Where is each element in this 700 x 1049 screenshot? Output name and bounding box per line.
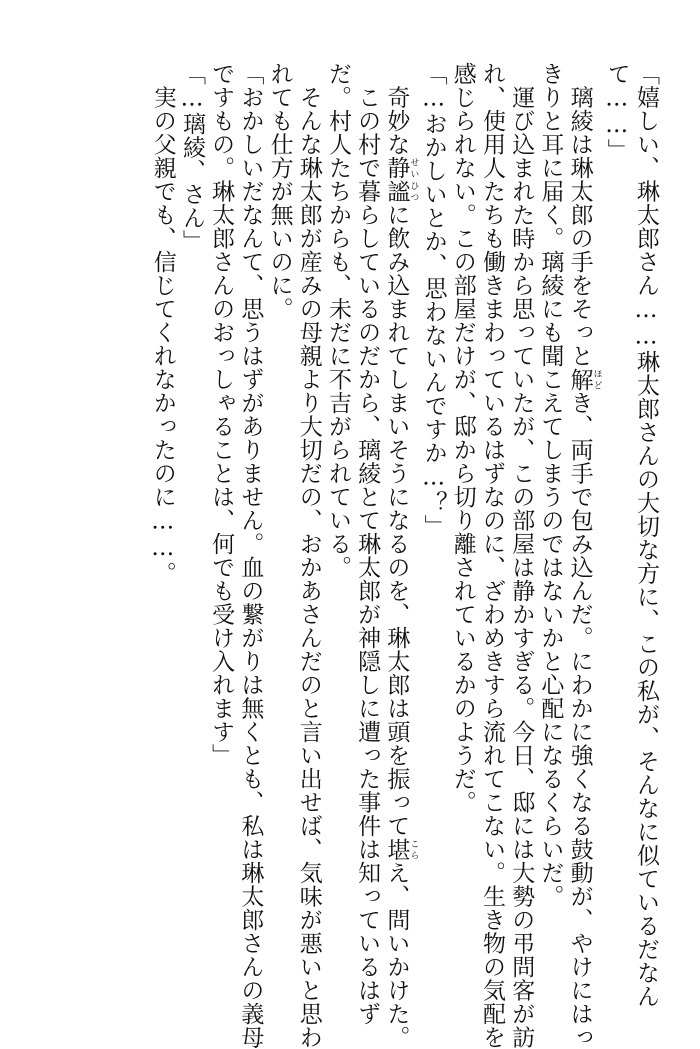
text-line-12: そんな琳太郎が産みの母親より大切だの、おかあさんだのと言い出せば、気味が悪いと思わ (295, 62, 322, 1049)
ruby-base-hodo: 解 (566, 367, 593, 391)
furigana-seihitsu (383, 156, 419, 203)
text-line-11: だ。村人たちからも、未だに不吉がられている。 (324, 62, 351, 579)
text-line-10: この村で暮らしているのだから、璃綾とて琳太郎が神隠しに遭った事件は知っているはず (354, 62, 381, 1026)
text-line-3 (564, 62, 602, 1049)
text-line-9 (381, 62, 419, 1049)
vertical-text-body (148, 62, 660, 1049)
text-line-9-after: え、問いかけた。 (383, 861, 410, 1049)
text-line-13: れても仕方が無いのに。 (266, 62, 293, 321)
text-line-16: 「…璃綾、さん」 (178, 62, 205, 253)
text-line-6: れ、使用人たちも働きまわっているはずなのに、ざわめきすら流れてこない。生き物の気配を (478, 62, 505, 1049)
ruby-base-kora: 堪 (383, 837, 410, 861)
text-line-5: 運び込まれた時から思っていたが、この部屋は静かすぎる。今日、邸には大勢の弔問客が訪 (508, 62, 535, 1049)
furigana-hodo (566, 367, 602, 392)
text-line-2: て……」 (603, 62, 630, 162)
text-line-15: ですもの。琳太郎さんのおっしゃることは、何でも受け入れます」 (208, 62, 235, 767)
text-line-14: 「おかしいだなんて、思うはずがありません。血の繋がりは無くとも、私は琳太郎さんの義母 (237, 62, 264, 1049)
text-line-9-middle: に飲み込まれてしまいそうになるのを、琳太郎は頭を振って (383, 203, 410, 838)
ruby-base-seihitsu: 静謐 (383, 156, 410, 203)
ruby-reading-kora: こら (408, 837, 419, 861)
ruby-reading-seihitsu: せいひつ (408, 156, 419, 203)
text-line-9-before: 奇妙な (383, 62, 410, 156)
text-line-17: 実の父親でも、信じてくれなかったのに……。 (149, 62, 176, 585)
text-line-4: きりと耳に届く。璃綾にも聞こえてしまうのではないかと心配になるくらいだ。 (537, 62, 564, 908)
ruby-reading-hodo: ほど (591, 367, 602, 391)
text-line-7: 感じられない。この部屋だけが、邸から切り離されているかのようだ。 (449, 62, 476, 814)
text-line-3-before: 璃綾は琳太郎の手をそっと (566, 62, 593, 368)
furigana-kora (383, 837, 419, 862)
text-line-8: 「…おかしいとか、思わないんですか…？」 (420, 62, 447, 538)
text-line-3-after: き、両手で包み込んだ。にわかに強くなる鼓動が、やけにはっ (566, 391, 593, 1049)
text-line-1: 「嬉しい、琳太郎さん……琳太郎さんの大切な方に、この私が、そんなに似ているだなん (633, 62, 659, 1008)
